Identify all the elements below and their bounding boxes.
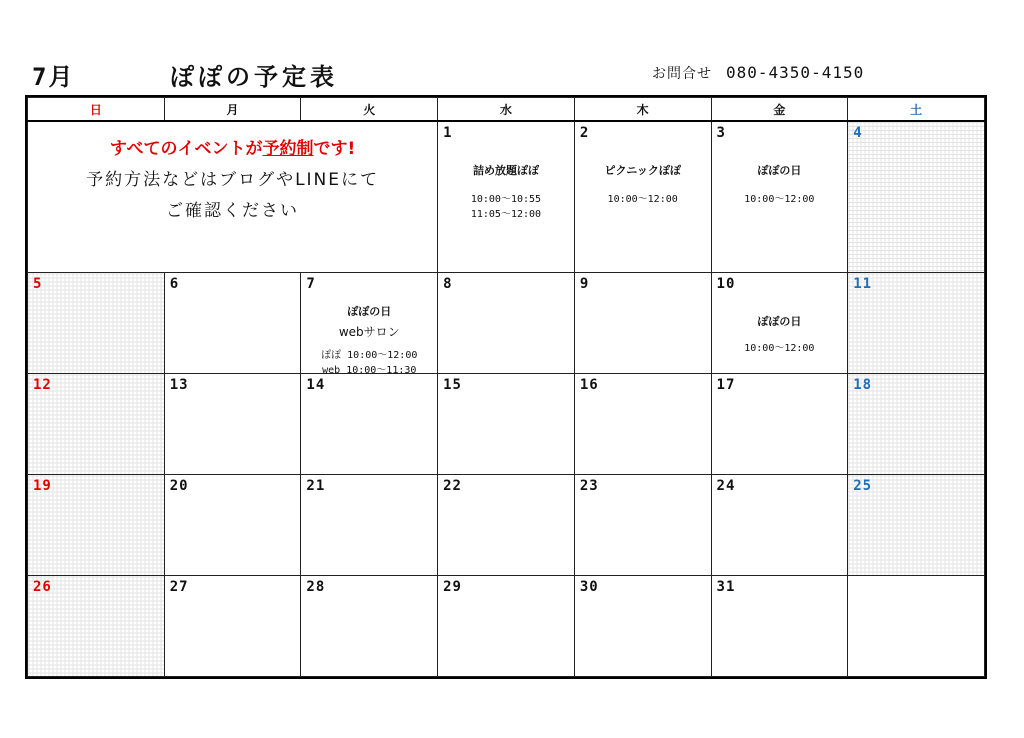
day-number: 24 [716,478,736,494]
day-number: 11 [853,276,873,292]
event-time: 11:05〜12:00 [470,209,542,220]
calendar-title: ぽぽの予定表 [170,63,338,91]
event-time: web 10:00〜11:30 [322,365,417,376]
event [438,162,574,222]
day-cell-saturday [848,475,985,576]
day-number: 13 [169,377,189,393]
day-cell-sunday [28,273,165,374]
day-number: 6 [169,276,180,292]
day-cell [711,576,848,677]
weekday-friday: 金 [711,98,848,122]
day-cell [574,475,711,576]
event [301,303,437,378]
day-number: 10 [716,276,736,292]
day-number: 31 [716,579,736,595]
day-number: 18 [853,377,873,393]
day-number: 9 [579,276,590,292]
day-number: 17 [716,377,736,393]
weekday-thursday: 木 [574,98,711,122]
calendar-table [27,97,985,677]
week-row [28,273,985,374]
event [712,162,848,207]
header [0,0,1024,96]
notice-text [28,134,437,221]
day-number: 12 [33,377,52,393]
week-row [28,121,985,273]
event-name: ぽぽの日 [757,315,802,328]
day-number: 20 [169,478,189,494]
notice-line-3: ご確認ください [166,201,300,221]
day-cell-sunday [28,374,165,475]
day-number: 22 [443,478,462,494]
day-cell [574,273,711,374]
day-cell [301,576,438,677]
event [712,313,848,356]
day-number: 5 [33,276,43,292]
day-cell [438,576,575,677]
day-cell [164,576,301,677]
event-time: 10:00〜12:00 [744,194,815,205]
event-time: 10:00〜12:00 [607,194,678,205]
day-number: 26 [33,579,52,595]
day-cell [301,475,438,576]
day-cell [574,121,711,273]
day-cell-saturday [848,374,985,475]
day-cell [164,273,301,374]
day-number: 28 [306,579,326,595]
day-number: 27 [169,579,189,595]
contact-info [652,63,864,83]
day-cell [164,475,301,576]
day-number: 21 [306,478,326,494]
calendar-grid [25,95,987,679]
notice-highlight: 予約制 [262,139,314,159]
day-cell [438,374,575,475]
notice-line-1-suffix: です! [313,139,356,159]
day-number: 19 [33,478,52,494]
day-cell [711,273,848,374]
contact-label: お問合せ [652,66,712,82]
weekday-saturday: 土 [848,98,985,122]
day-cell [164,374,301,475]
notice-line-2: 予約方法などはブログやLINEにて [86,170,380,190]
contact-phone: 080-4350-4150 [726,63,865,82]
day-cell [574,576,711,677]
day-cell [711,374,848,475]
day-number: 23 [579,478,599,494]
day-number: 7 [306,276,316,292]
weekday-sunday: 日 [28,98,165,122]
day-cell [711,475,848,576]
week-row [28,576,985,677]
day-cell [438,273,575,374]
weekday-wednesday: 水 [438,98,575,122]
day-cell-saturday [848,273,985,374]
day-cell [301,374,438,475]
day-number: 16 [579,377,599,393]
day-cell [711,121,848,273]
day-number: 1 [443,125,453,141]
day-cell-empty [848,576,985,677]
week-row [28,475,985,576]
event-time: 10:00〜12:00 [744,343,815,354]
week-row [28,374,985,475]
reservation-notice [28,121,438,273]
event-name: ぽぽの日 [347,305,392,318]
weekday-tuesday: 火 [301,98,438,122]
weekday-monday: 月 [164,98,301,122]
weekday-header-row [28,98,985,122]
event-subtitle: webサロン [338,325,400,339]
event-time: 10:00〜10:55 [470,194,542,205]
day-number: 4 [853,125,863,141]
day-number: 15 [443,377,462,393]
event-time: ぽぽ 10:00〜12:00 [321,350,418,361]
notice-line-1 [28,134,437,159]
day-cell-saturday [848,121,985,273]
event-name: ぽぽの日 [757,164,802,177]
day-number: 30 [579,579,599,595]
day-cell [438,475,575,576]
event [575,162,711,207]
day-cell [301,273,438,374]
event-name: 詰め放題ぽぽ [472,164,539,177]
day-cell [574,374,711,475]
day-number: 3 [716,125,726,141]
event-name: ピクニックぽぽ [604,164,681,177]
day-number: 29 [443,579,462,595]
day-cell [438,121,575,273]
day-number: 25 [853,478,873,494]
day-number: 14 [306,377,326,393]
notice-line-1-prefix: すべてのイベントが [109,139,263,159]
day-cell-sunday [28,576,165,677]
month-label: 7月 [32,63,75,91]
day-number: 2 [579,125,590,141]
day-cell-sunday [28,475,165,576]
day-number: 8 [443,276,453,292]
